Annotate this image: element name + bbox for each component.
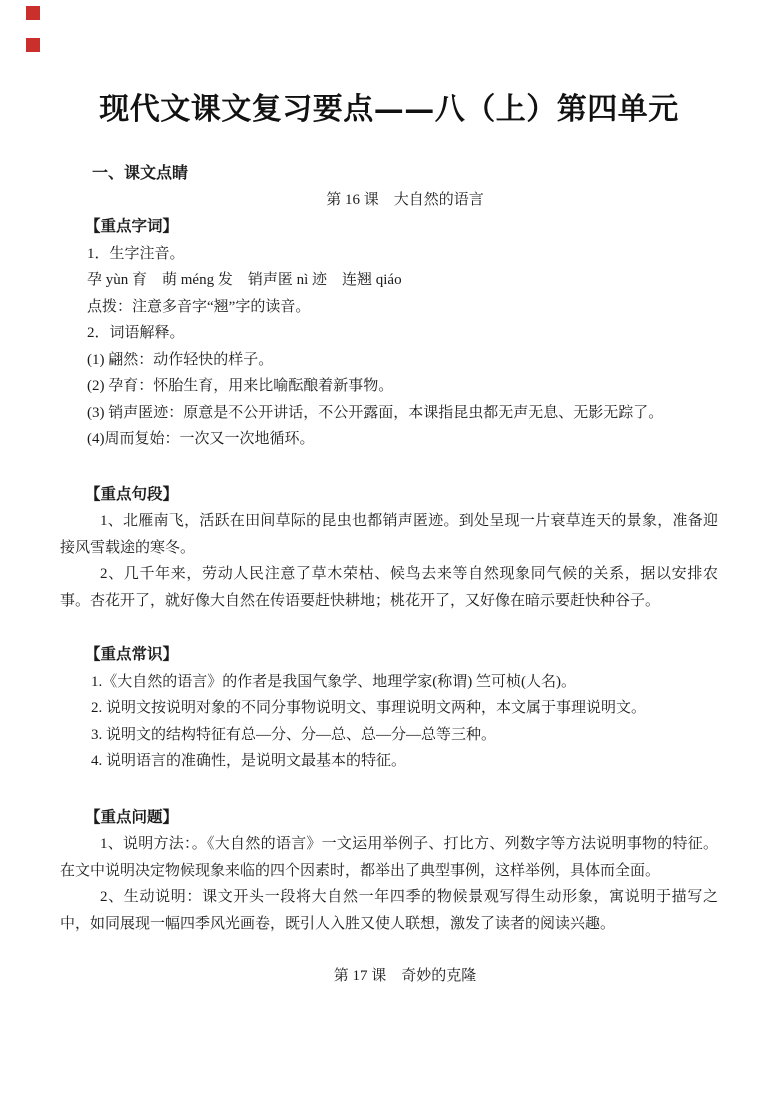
key-sentences-paragraph: 2、几千年来，劳动人民注意了草木荣枯、候鸟去来等自然现象同气候的关系，据以安排农事。杏花开了，就好像大自然在传语要赶快耕地；桃花开了，又好像在暗示要赶快种谷子。 (60, 566, 718, 609)
key-knowledge-item: 2. 说明文按说明对象的不同分事物说明文、事理说明文两种，本文属于事理说明文。 (91, 700, 647, 716)
key-knowledge-header: 【重点常识】 (85, 646, 179, 663)
key-questions-paragraph: 2、生动说明：课文开头一段将大自然一年四季的物候景观写得生动形象，寓说明于描写之中，如同展现一幅四季风光画卷，既引人入胜又使人联想，激发了读者的阅读兴趣。 (60, 889, 718, 932)
section-heading: 一、课文点睛 (92, 165, 189, 182)
key-words-line: (1) 翩然：动作轻快的样子。 (87, 351, 274, 368)
key-words-line: 点拨：注意多音字“翘”字的读音。 (87, 298, 311, 315)
key-words-header: 【重点字词】 (85, 218, 179, 235)
key-knowledge-item: 1.《大自然的语言》的作者是我国气象学、地理学家(称谓) 竺可桢(人名)。 (91, 673, 576, 690)
key-words-line: 孕 yùn 育 萌 méng 发 销声匿 nì 迹 连翘 qiáo (87, 272, 402, 288)
key-knowledge-item: 3. 说明文的结构特征有总—分、分—总、总—分—总等三种。 (91, 726, 497, 743)
lesson16-heading: 第 16 课 大自然的语言 (326, 192, 484, 208)
key-words-line: 2．词语解释。 (87, 325, 185, 341)
key-words-line: (3) 销声匿迹：原意是不公开讲话，不公开露面，本课指昆虫都无声无息、无影无踪了。 (87, 404, 664, 421)
key-words-line: (4)周而复始：一次又一次地循环。 (87, 431, 315, 447)
key-questions-header: 【重点问题】 (85, 808, 179, 826)
red-square-icon (26, 6, 40, 20)
red-square-icon (26, 38, 40, 52)
key-sentences-paragraph: 1、北雁南飞，活跃在田间草际的昆虫也都销声匿迹。到处呈现一片衰草连天的景象，准备迎接风雪载途的寒冬。 (60, 513, 718, 556)
key-knowledge-item: 4. 说明语言的准确性，是说明文最基本的特征。 (91, 753, 407, 769)
corner-marks (26, 6, 40, 52)
lesson17-heading: 第 17 课 奇妙的克隆 (333, 968, 477, 984)
key-questions-paragraph: 1、说明方法：。《大自然的语言》一文运用举例子、打比方、列数字等方法说明事物的特征。在文中说明决定物候现象来临的四个因素时，都举出了典型事例，这样举例，具体而全面。 (60, 836, 718, 879)
document-title: 现代文课文复习要点——八（上）第四单元 (99, 92, 679, 127)
key-words-line: (2) 孕育：怀胎生育，用来比喻酝酿着新事物。 (87, 378, 394, 394)
key-sentences-header: 【重点句段】 (85, 485, 179, 503)
key-words-line: 1．生字注音。 (87, 245, 185, 262)
